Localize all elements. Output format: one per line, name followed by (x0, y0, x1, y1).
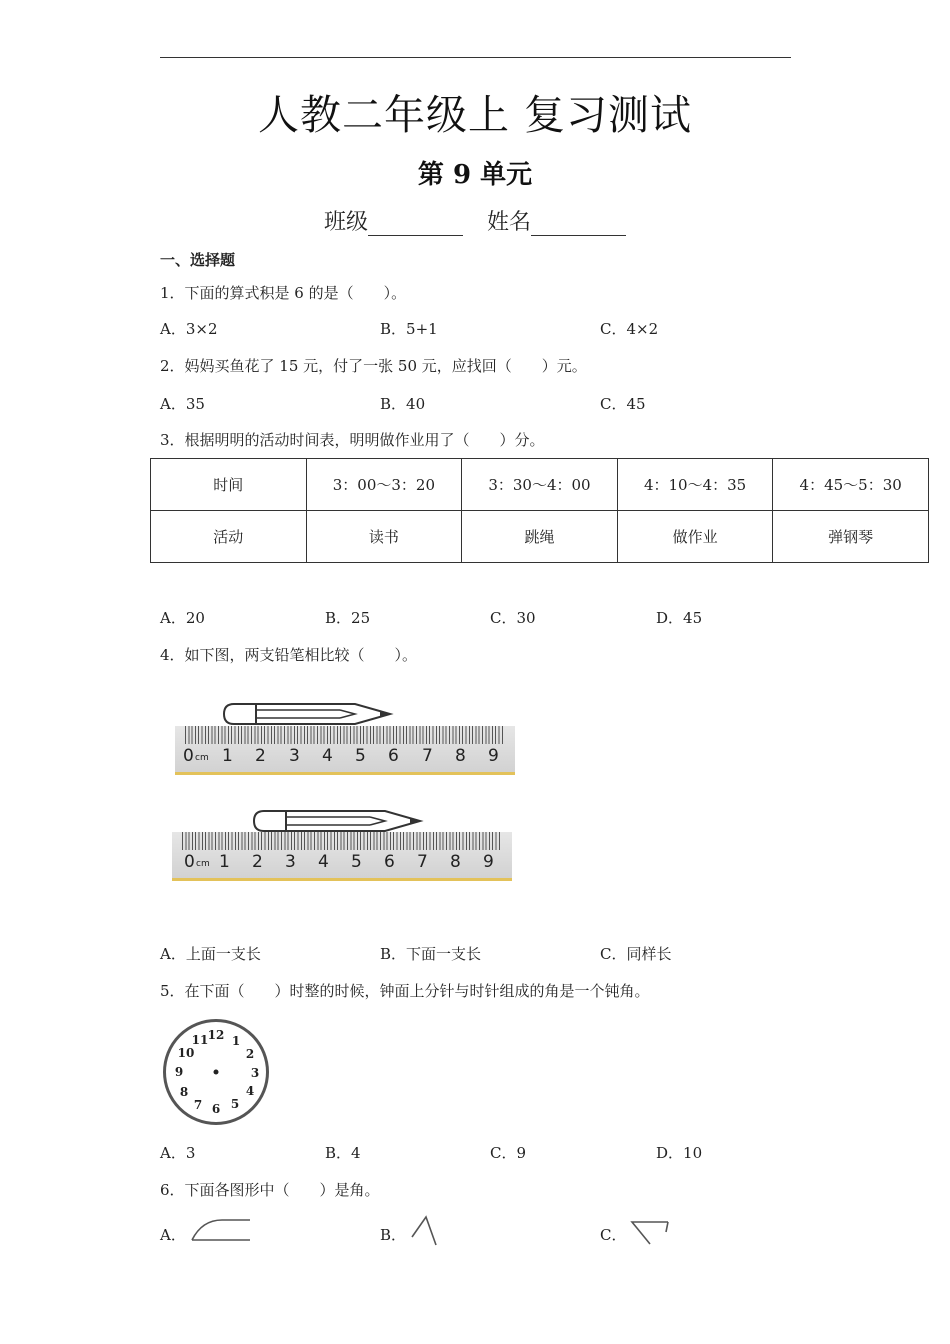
pencil-top-icon (220, 700, 400, 728)
question-5-stem: 5．在下面（ ）时整的时候，钟面上分针与时针组成的角是一个钝角。 (160, 982, 650, 1000)
ruler-number: 0 (184, 852, 195, 872)
open-corner-shape-icon (628, 1216, 674, 1250)
student-info-line (0, 205, 950, 236)
ruler-number: 1 (222, 746, 233, 766)
ruler-number: 8 (455, 746, 466, 766)
angle-shape-icon (408, 1213, 442, 1247)
ruler-unit: cm (195, 753, 209, 763)
table-cell: 读书 (306, 511, 462, 563)
clock-number: 6 (211, 1102, 221, 1116)
ruler-unit: cm (196, 859, 210, 869)
table-cell: 弹钢琴 (773, 511, 929, 563)
q6-option-b[interactable]: B． (380, 1226, 407, 1244)
page-title: 人教二年级上 复习测试 (257, 91, 693, 139)
curved-shape-icon (188, 1215, 252, 1245)
q3-option-c[interactable]: C．30 (490, 609, 536, 627)
question-2-stem: 2．妈妈买鱼花了 15 元，付了一张 50 元，应找回（ ）元。 (160, 357, 587, 375)
name-blank[interactable] (531, 213, 626, 236)
q4-option-c[interactable]: C．同样长 (600, 945, 672, 963)
ruler-number: 9 (483, 852, 494, 872)
pencil-bottom-icon (250, 807, 430, 835)
ruler-number: 6 (388, 746, 399, 766)
clock-number: 8 (179, 1085, 189, 1099)
ruler-number: 3 (285, 852, 296, 872)
class-label: 班级 (323, 210, 368, 235)
table-cell: 跳绳 (462, 511, 618, 563)
ruler-number: 0 (183, 746, 194, 766)
q4-option-b[interactable]: B．下面一支长 (380, 945, 482, 963)
clock-number: 3 (250, 1066, 260, 1080)
q2-option-b[interactable]: B．40 (380, 395, 426, 413)
table-cell: 4：45～5：30 (773, 459, 929, 511)
name-label: 姓名 (487, 210, 532, 235)
q5-option-b[interactable]: B．4 (325, 1144, 361, 1162)
q2-option-c[interactable]: C．45 (600, 395, 646, 413)
q2-option-a[interactable]: A．35 (160, 395, 205, 413)
ruler-number: 1 (219, 852, 230, 872)
question-1-stem: 1．下面的算式积是 6 的是（ ）。 (160, 284, 407, 302)
clock-center-dot (214, 1070, 219, 1075)
q6-option-a[interactable]: A． (160, 1226, 186, 1244)
page-subtitle: 第 9 单元 (417, 160, 533, 190)
table-row (151, 511, 929, 563)
ruler-number: 2 (255, 746, 266, 766)
table-cell: 3：00～3：20 (306, 459, 462, 511)
table-cell: 4：10～4：35 (617, 459, 773, 511)
q3-option-d[interactable]: D．45 (656, 609, 703, 627)
ruler-number: 4 (322, 746, 333, 766)
ruler-number: 2 (252, 852, 263, 872)
question-6-stem: 6．下面各图形中（ ）是角。 (160, 1181, 380, 1199)
clock-number: 4 (245, 1084, 255, 1098)
q1-option-b[interactable]: B．5+1 (380, 320, 438, 338)
q1-option-a[interactable]: A．3×2 (160, 320, 218, 338)
ruler-number: 6 (384, 852, 395, 872)
schedule-table (150, 458, 929, 563)
ruler-number: 3 (289, 746, 300, 766)
question-3-stem: 3．根据明明的活动时间表，明明做作业用了（ ）分。 (160, 431, 545, 449)
clock-number: 1 (231, 1034, 241, 1048)
q3-option-b[interactable]: B．25 (325, 609, 371, 627)
ruler-number: 4 (318, 852, 329, 872)
ruler-number: 9 (488, 746, 499, 766)
table-cell: 做作业 (617, 511, 773, 563)
q5-option-a[interactable]: A．3 (160, 1144, 196, 1162)
q1-option-c[interactable]: C．4×2 (600, 320, 659, 338)
q6-option-c[interactable]: C． (600, 1226, 627, 1244)
ruler-number: 5 (351, 852, 362, 872)
clock-face-icon (163, 1019, 269, 1125)
q5-option-d[interactable]: D．10 (656, 1144, 703, 1162)
ruler-number: 7 (422, 746, 433, 766)
q4-option-a[interactable]: A．上面一支长 (160, 945, 261, 963)
clock-number: 7 (193, 1098, 203, 1112)
ruler-number: 5 (355, 746, 366, 766)
question-4-stem: 4．如下图，两支铅笔相比较（ ）。 (160, 646, 418, 664)
header-rule (160, 57, 791, 58)
table-cell: 活动 (151, 511, 307, 563)
q3-option-a[interactable]: A．20 (160, 609, 205, 627)
table-row (151, 459, 929, 511)
table-cell: 时间 (151, 459, 307, 511)
clock-number: 9 (174, 1065, 184, 1079)
section-title: 一、选择题 (160, 251, 236, 269)
table-cell: 3：30～4：00 (462, 459, 618, 511)
ruler-number: 7 (417, 852, 428, 872)
q5-option-c[interactable]: C．9 (490, 1144, 527, 1162)
ruler-number: 8 (450, 852, 461, 872)
clock-number: 12 (207, 1028, 225, 1042)
clock-number: 2 (245, 1047, 255, 1061)
clock-number: 10 (177, 1046, 195, 1060)
clock-number: 11 (191, 1033, 209, 1047)
class-blank[interactable] (368, 213, 463, 236)
clock-number: 5 (230, 1097, 240, 1111)
